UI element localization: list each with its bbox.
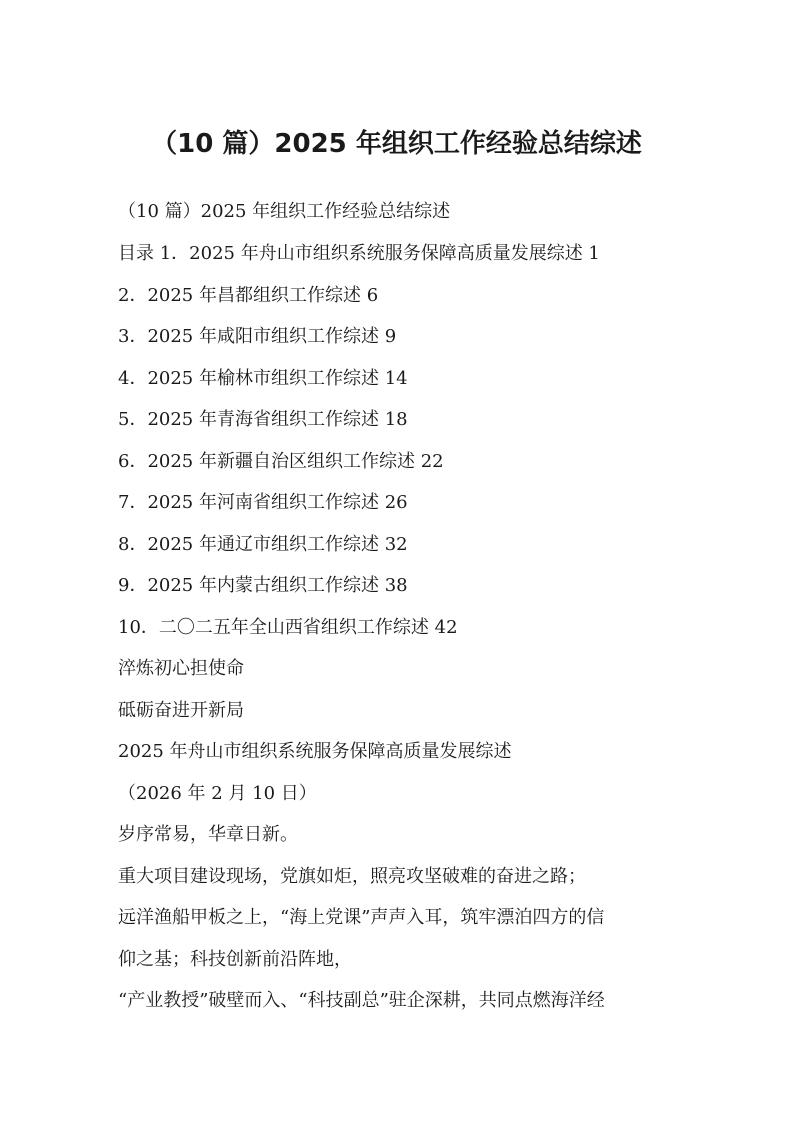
date-line: （2026 年 2 月 10 日） bbox=[118, 783, 317, 804]
toc-line: 4．2025 年榆林市组织工作综述 14 bbox=[118, 368, 408, 389]
toc-line: 5．2025 年青海省组织工作综述 18 bbox=[118, 409, 408, 430]
paragraph-line: 岁序常易，华章日新。 bbox=[118, 824, 298, 845]
toc-line: 7．2025 年河南省组织工作综述 26 bbox=[118, 492, 408, 513]
toc-line: 6．2025 年新疆自治区组织工作综述 22 bbox=[118, 451, 444, 472]
heading-line: 砥砺奋进开新局 bbox=[118, 700, 244, 721]
paragraph-line: “产业教授”破壁而入、“科技副总”驻企深耕，共同点燃海洋经 bbox=[118, 990, 605, 1011]
toc-line: 10．二〇二五年全山西省组织工作综述 42 bbox=[118, 617, 458, 638]
section-title: 2025 年舟山市组织系统服务保障高质量发展综述 bbox=[118, 741, 512, 762]
toc-line: 3．2025 年咸阳市组织工作综述 9 bbox=[118, 326, 397, 347]
text-line: （10 篇）2025 年组织工作经验总结综述 bbox=[118, 201, 451, 222]
toc-line: 2．2025 年昌都组织工作综述 6 bbox=[118, 285, 379, 306]
toc-line: 目录 1．2025 年舟山市组织系统服务保障高质量发展综述 1 bbox=[118, 243, 600, 264]
heading-line: 淬炼初心担使命 bbox=[118, 658, 244, 679]
paragraph-line: 远洋渔船甲板之上，“海上党课”声声入耳，筑牢漂泊四方的信 bbox=[118, 907, 605, 928]
toc-line: 8．2025 年通辽市组织工作综述 32 bbox=[118, 534, 408, 555]
paragraph-line: 重大项目建设现场，党旗如炬，照亮攻坚破难的奋进之路； bbox=[118, 866, 586, 887]
paragraph-line: 仰之基；科技创新前沿阵地， bbox=[118, 949, 352, 970]
document-title: （10 篇）2025 年组织工作经验总结综述 bbox=[151, 129, 642, 159]
toc-line: 9．2025 年内蒙古组织工作综述 38 bbox=[118, 575, 408, 596]
